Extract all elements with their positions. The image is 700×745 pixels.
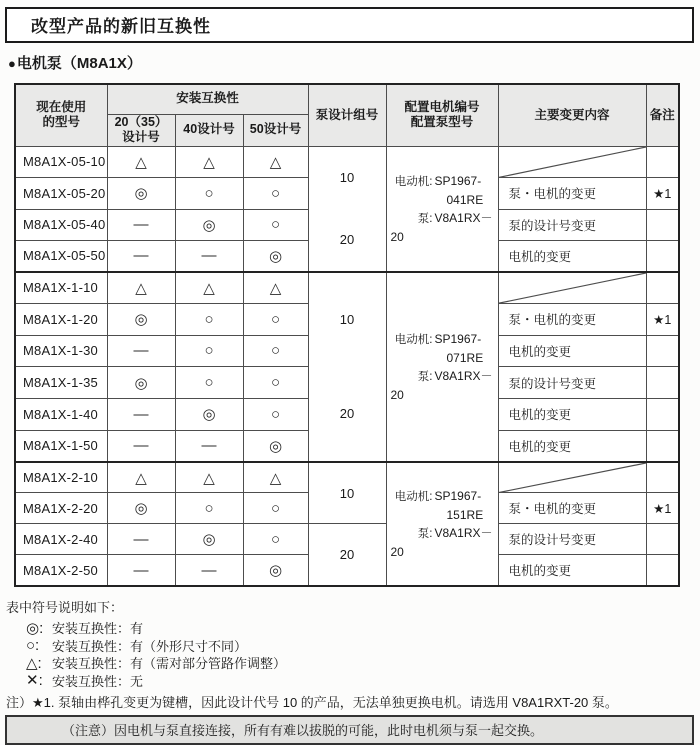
config-cell: 电动机: SP1967- 041RE 泵: V8A1RX－20 — [386, 146, 498, 272]
table-header — [15, 84, 679, 146]
compat-20-cell: △ — [107, 462, 175, 493]
design-group-cell — [308, 272, 386, 462]
design-group-10: 10 — [339, 170, 355, 186]
compat-40-cell: △ — [175, 146, 243, 177]
legend-item-text: 安装互换性：无 — [52, 673, 144, 689]
config-cell: 电动机: SP1967- 071RE 泵: V8A1RX－20 — [386, 272, 498, 462]
remark-cell — [646, 335, 679, 367]
change-cell: 电机的变更 — [498, 430, 646, 462]
model-cell: M8A1X-2-10 — [15, 462, 107, 493]
header-design-40: 40设计号 — [175, 114, 243, 146]
remark-cell — [646, 272, 679, 304]
table-row — [15, 272, 679, 304]
compat-40-cell: ◎ — [175, 398, 243, 430]
model-cell: M8A1X-2-40 — [15, 524, 107, 555]
compat-40-cell: ○ — [175, 303, 243, 335]
compat-40-cell: △ — [175, 272, 243, 304]
remark-cell — [646, 146, 679, 177]
compat-50-cell: △ — [243, 462, 308, 493]
remark-cell — [646, 430, 679, 462]
design-group-cell — [308, 146, 386, 272]
header-install-compat: 安装互换性 — [107, 84, 308, 114]
remark-cell — [646, 524, 679, 555]
header-remark: 备注 — [646, 84, 679, 146]
compat-20-cell: △ — [107, 146, 175, 177]
compat-20-cell: — — [107, 524, 175, 555]
legend-item-text: 安装互换性：有（外形尺寸不同） — [52, 638, 248, 654]
compat-40-cell: — — [175, 240, 243, 271]
change-cell: 电机的变更 — [498, 555, 646, 586]
compat-50-cell: ○ — [243, 493, 308, 524]
bullet-icon: ● — [8, 56, 16, 71]
header-main-change: 主要变更内容 — [498, 84, 646, 146]
legend-item-text: 安装互换性：有 — [52, 621, 144, 636]
model-cell: M8A1X-1-30 — [15, 335, 107, 367]
change-cell: 泵的设计号变更 — [498, 524, 646, 555]
compat-50-cell: ○ — [243, 398, 308, 430]
compat-40-cell: △ — [175, 462, 243, 493]
design-group-20: 20 — [308, 524, 386, 586]
compat-20-cell: ◎ — [107, 303, 175, 335]
compat-50-cell: ◎ — [243, 430, 308, 462]
diagonal-line — [499, 273, 646, 303]
design-group-10: 10 — [339, 312, 355, 328]
compat-40-cell: ◎ — [175, 524, 243, 555]
design-group-10: 10 — [308, 462, 386, 524]
compat-20-cell: — — [107, 430, 175, 462]
model-cell: M8A1X-1-20 — [15, 303, 107, 335]
change-cell-empty — [498, 462, 646, 493]
compat-50-cell: ○ — [243, 303, 308, 335]
compat-40-cell: ○ — [175, 178, 243, 209]
page-title: 改型产品的新旧互换性 — [5, 7, 694, 43]
change-cell: 电机的变更 — [498, 398, 646, 430]
change-cell: 泵的设计号变更 — [498, 367, 646, 399]
circle-symbol: ○: — [26, 636, 40, 654]
compat-40-cell: ○ — [175, 493, 243, 524]
compat-20-cell: △ — [107, 272, 175, 304]
compat-40-cell: ◎ — [175, 209, 243, 240]
diagonal-line — [499, 147, 646, 177]
remark-cell — [646, 555, 679, 586]
section-subtitle-label: 电机泵（M8A1X） — [16, 55, 142, 72]
table-row — [15, 146, 679, 177]
triangle-symbol: △: — [26, 654, 42, 672]
model-cell: M8A1X-2-50 — [15, 555, 107, 586]
model-cell: M8A1X-1-50 — [15, 430, 107, 462]
design-group-20: 20 — [339, 406, 355, 422]
compat-50-cell: ○ — [243, 335, 308, 367]
compat-50-cell: △ — [243, 272, 308, 304]
compat-50-cell: ◎ — [243, 240, 308, 271]
change-cell: 泵的设计号变更 — [498, 209, 646, 240]
section-subtitle — [8, 52, 700, 73]
compat-50-cell: ○ — [243, 367, 308, 399]
model-cell: M8A1X-05-40 — [15, 209, 107, 240]
remark-cell — [646, 367, 679, 399]
compatibility-table — [14, 83, 680, 587]
compat-20-cell: ◎ — [107, 493, 175, 524]
remark-cell — [646, 398, 679, 430]
diagonal-line — [499, 463, 646, 493]
legend-item — [26, 636, 700, 654]
change-cell: 泵・电机的变更 — [498, 493, 646, 524]
change-cell-empty — [498, 272, 646, 304]
compat-20-cell: — — [107, 240, 175, 271]
compat-50-cell: ○ — [243, 178, 308, 209]
change-cell-empty — [498, 146, 646, 177]
compat-20-cell: — — [107, 555, 175, 586]
header-config: 配置电机编号 配置泵型号 — [386, 84, 498, 146]
footnote: 注）★1. 泵轴由桦孔变更为键槽，因此设计代号 10 的产品，无法单独更换电机。请选用 V8A1RXT-20 泵。 — [6, 694, 618, 710]
remark-cell: ★1 — [646, 303, 679, 335]
legend-item — [26, 671, 700, 689]
compat-20-cell: ◎ — [107, 367, 175, 399]
compat-50-cell: ○ — [243, 209, 308, 240]
compat-50-cell: △ — [243, 146, 308, 177]
remark-cell: ★1 — [646, 178, 679, 209]
compat-50-cell: ◎ — [243, 555, 308, 586]
notice-box — [5, 715, 694, 745]
model-cell: M8A1X-2-20 — [15, 493, 107, 524]
cross-symbol: ✕: — [26, 672, 43, 689]
remark-cell — [646, 240, 679, 271]
notice-text: （注意）因电机与泵直接连接，所有有难以拔脱的可能，此时电机须与泵一起交换。 — [62, 722, 544, 738]
compat-20-cell: ◎ — [107, 178, 175, 209]
symbol-legend — [6, 597, 700, 711]
compat-50-cell: ○ — [243, 524, 308, 555]
remark-cell — [646, 462, 679, 493]
compat-40-cell: — — [175, 430, 243, 462]
model-cell: M8A1X-05-50 — [15, 240, 107, 271]
change-cell: 泵・电机的变更 — [498, 178, 646, 209]
header-design-20: 20（35） 设计号 — [107, 114, 175, 146]
header-design-50: 50设计号 — [243, 114, 308, 146]
table-row — [15, 524, 679, 555]
change-cell: 电机的变更 — [498, 335, 646, 367]
compat-20-cell: — — [107, 209, 175, 240]
legend-intro: 表中符号说明如下： — [6, 599, 124, 615]
remark-cell: ★1 — [646, 493, 679, 524]
config-cell: 电动机: SP1967- 151RE 泵: V8A1RX－20 — [386, 462, 498, 586]
model-cell: M8A1X-1-35 — [15, 367, 107, 399]
remark-cell — [646, 209, 679, 240]
legend-item — [26, 619, 700, 637]
model-cell: M8A1X-1-40 — [15, 398, 107, 430]
compat-40-cell: — — [175, 555, 243, 586]
compat-20-cell: — — [107, 398, 175, 430]
legend-item-text: 安装互换性：有（需对部分管路作调整） — [52, 656, 287, 671]
design-group-20: 20 — [339, 232, 355, 248]
change-cell: 泵・电机的变更 — [498, 303, 646, 335]
compat-40-cell: ○ — [175, 367, 243, 399]
header-pump-design-group: 泵设计组号 — [308, 84, 386, 146]
model-cell: M8A1X-05-10 — [15, 146, 107, 177]
double-circle-symbol: ◎: — [26, 619, 44, 637]
change-cell: 电机的变更 — [498, 240, 646, 271]
legend-item — [26, 654, 700, 672]
header-current-model: 现在使用 的型号 — [15, 84, 107, 146]
compat-40-cell: ○ — [175, 335, 243, 367]
compat-20-cell: — — [107, 335, 175, 367]
model-cell: M8A1X-1-10 — [15, 272, 107, 304]
table-row — [15, 462, 679, 493]
model-cell: M8A1X-05-20 — [15, 178, 107, 209]
